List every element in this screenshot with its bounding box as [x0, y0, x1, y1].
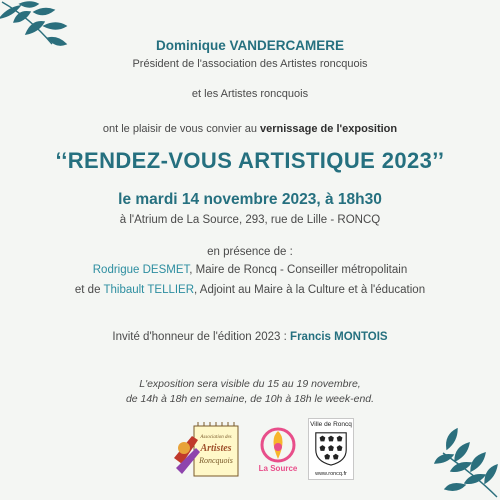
- event-venue: à l'Atrium de La Source, 293, rue de Lille - RONCQ: [119, 214, 381, 226]
- invitation-line: [0, 123, 500, 135]
- artistes-logo-line3: Roncquois: [199, 456, 233, 465]
- la-source-logo: [255, 425, 301, 475]
- artistes-logo-line1: Association des: [200, 435, 232, 440]
- coat-of-arms-icon: [311, 429, 351, 467]
- guest-line-1: [0, 264, 500, 276]
- ville-de-roncq-logo: [308, 418, 354, 480]
- host-name: Dominique VANDERCAMERE: [155, 38, 344, 53]
- host-role: Président de l'association des Artistes roncquois: [132, 58, 368, 70]
- guest2-prefix: et de: [74, 284, 104, 296]
- guest1-role: , Maire de Roncq - Conseiller métropolitain: [189, 264, 408, 276]
- honor-label: Invité d'honneur de l'édition 2023 :: [112, 331, 291, 343]
- guest2-name: Thibault TELLIER: [103, 284, 195, 296]
- guest2-role: , Adjoint au Maire à la Culture et à l'éducation: [194, 284, 426, 296]
- honor-name: Francis MONTOIS: [290, 331, 388, 343]
- artistes-roncquois-logo: [172, 418, 244, 480]
- la-source-logo-text: La Source: [258, 464, 298, 473]
- guest-line-2: [0, 284, 500, 296]
- exhibition-title: ‘‘RENDEZ-VOUS ARTISTIQUE 2023’’: [55, 148, 445, 173]
- artistes-logo-line2: Artistes: [200, 443, 232, 454]
- leaf-branch-decoration-icon: [405, 405, 500, 500]
- guest-of-honor: [0, 331, 500, 343]
- co-host: et les Artistes roncquois: [191, 88, 309, 100]
- event-date: le mardi 14 novembre 2023, à 18h30: [118, 191, 382, 208]
- ronq-logo-top: Ville de Roncq: [310, 421, 352, 428]
- presence-intro: en présence de :: [207, 246, 293, 258]
- invitation-event: vernissage de l'exposition: [260, 123, 398, 135]
- exhibition-hours-line-1: L'exposition sera visible du 15 au 19 novembre,: [139, 378, 361, 390]
- ronq-logo-url: www.roncq.fr: [315, 471, 347, 477]
- guest1-name: Rodrigue DESMET: [92, 264, 190, 276]
- invitation-prefix: ont le plaisir de vous convier au: [102, 123, 261, 135]
- exhibition-hours-line-2: de 14h à 18h en semaine, de 10h à 18h le week-end.: [125, 393, 375, 405]
